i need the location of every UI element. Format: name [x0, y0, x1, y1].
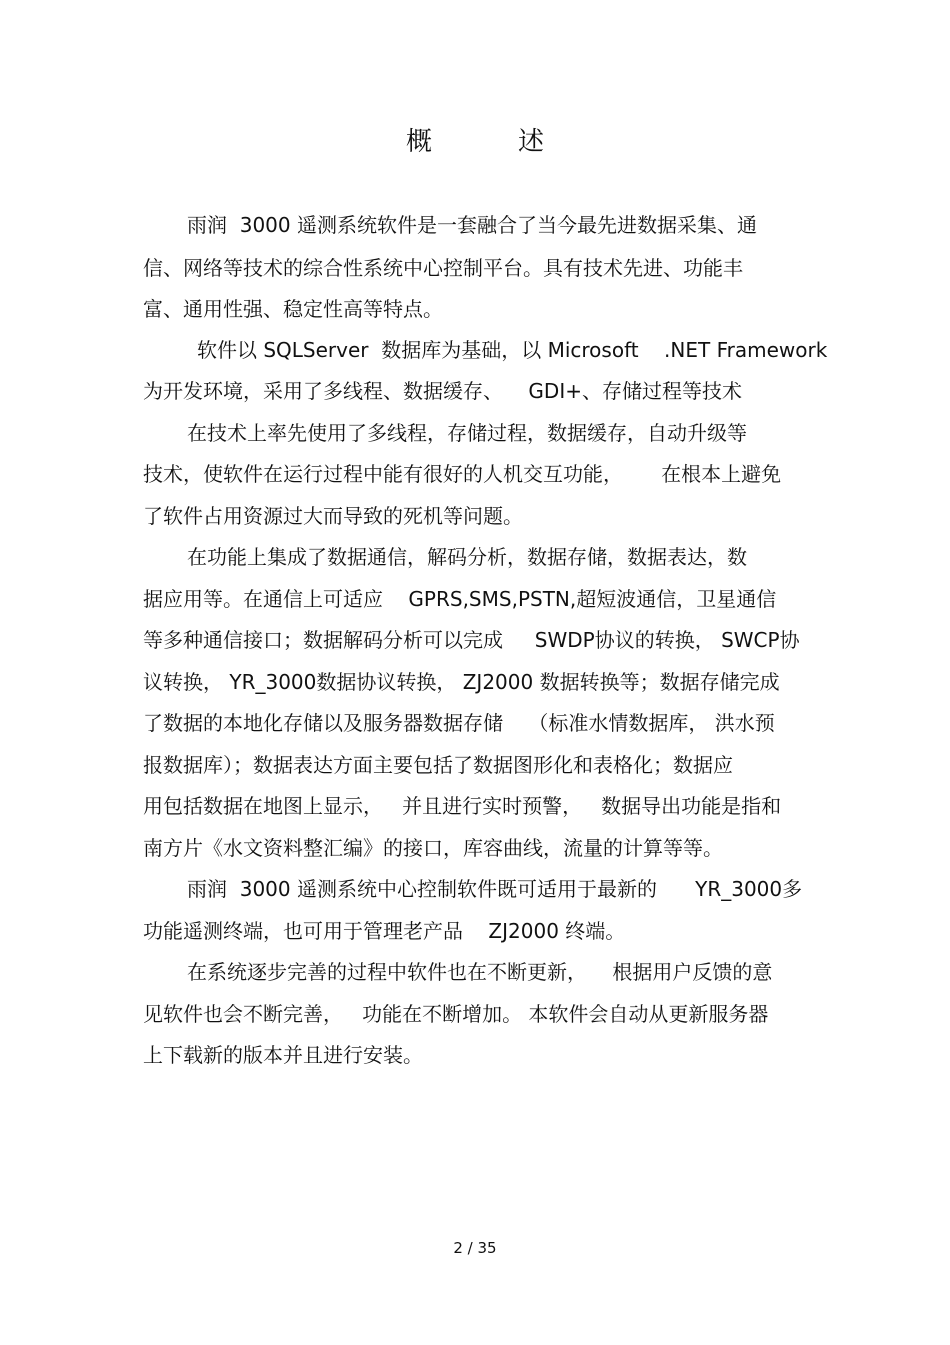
text-line: 上下载新的版本并且进行安装。 — [143, 1043, 423, 1067]
text-line: 在功能上集成了数据通信，解码分析，数据存储，数据表达，数 — [187, 545, 747, 569]
text-line: 信、网络等技术的综合性系统中心控制平台。具有技术先进、功能丰 — [143, 256, 743, 280]
text-line: 见软件也会不断完善， 功能在不断增加。 本软件会自动从更新服务器 — [143, 1002, 769, 1026]
text-line: 在系统逐步完善的过程中软件也在不断更新， 根据用户反馈的意 — [187, 960, 773, 984]
text-line: 用包括数据在地图上显示， 并且进行实时预警， 数据导出功能是指和 — [143, 794, 782, 818]
page-title: 概 述 — [405, 127, 574, 157]
text-line: 软件以 SQLServer 数据库为基础，以 Microsoft .NET Framework — [197, 338, 828, 362]
text-line: 雨润 3000 遥测系统中心控制软件既可适用于最新的 YR_3000多 — [187, 877, 803, 901]
text-line: 富、通用性强、稳定性高等特点。 — [143, 297, 443, 321]
text-line: 报数据库）；数据表达方面主要包括了数据图形化和表格化；数据应 — [143, 753, 733, 777]
text-line: 雨润 3000 遥测系统软件是一套融合了当今最先进数据采集、通 — [187, 213, 757, 237]
text-line: 技术，使软件在运行过程中能有很好的人机交互功能， 在根本上避免 — [143, 462, 782, 486]
text-line: 功能遥测终端，也可用于管理老产品 ZJ2000 终端。 — [143, 919, 626, 943]
text-line: 议转换， YR_3000数据协议转换， ZJ2000 数据转换等；数据存储完成 — [143, 670, 780, 694]
text-line: 在技术上率先使用了多线程，存储过程，数据缓存，自动升级等 — [187, 421, 747, 445]
text-line: 了软件占用资源过大而导致的死机等问题。 — [143, 504, 523, 528]
page-number: 2 / 35 — [453, 1239, 497, 1257]
text-line: 了数据的本地化存储以及服务器数据存储 （标准水情数据库， 洪水预 — [143, 711, 775, 735]
text-line: 据应用等。在通信上可适应 GPRS,SMS,PSTN,超短波通信，卫星通信 — [143, 587, 777, 611]
text-line: 等多种通信接口；数据解码分析可以完成 SWDP协议的转换， SWCP协 — [143, 628, 800, 652]
text-line: 南方片《水文资料整汇编》的接口，库容曲线，流量的计算等等。 — [143, 836, 723, 860]
text-line: 为开发环境，采用了多线程、数据缓存、 GDI+、存储过程等技术 — [143, 379, 742, 403]
